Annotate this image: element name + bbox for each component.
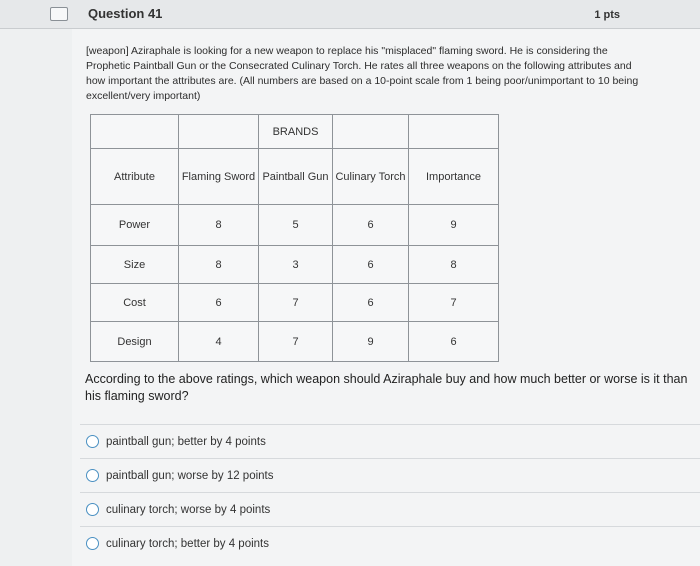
- table-row: [91, 322, 499, 362]
- brands-label: BRANDS: [259, 115, 333, 149]
- table-blank-cell: [409, 115, 499, 149]
- question-text: According to the above ratings, which weapon should Aziraphale buy and how much better or worse is it than his flaming sword?: [85, 372, 688, 403]
- answer-label[interactable]: culinary torch; better by 4 points: [106, 537, 269, 550]
- radio-button[interactable]: [86, 435, 99, 448]
- table-cell: 6: [179, 284, 259, 322]
- answer-option[interactable]: [80, 458, 700, 492]
- table-cell: 6: [333, 246, 409, 284]
- table-header-cell: Culinary Torch: [333, 149, 409, 205]
- table-cell: 8: [179, 205, 259, 246]
- table-row: [91, 284, 499, 322]
- radio-button[interactable]: [86, 469, 99, 482]
- table-cell: 4: [179, 322, 259, 362]
- table-cell: Cost: [91, 284, 179, 322]
- flag-question-icon[interactable]: [50, 7, 68, 21]
- answer-label[interactable]: paintball gun; better by 4 points: [106, 435, 266, 448]
- radio-button[interactable]: [86, 537, 99, 550]
- table-row: [91, 205, 499, 246]
- table-header-cell: Flaming Sword: [179, 149, 259, 205]
- table-cell: 8: [179, 246, 259, 284]
- table-header-cell: Importance: [409, 149, 499, 205]
- answer-label[interactable]: paintball gun; worse by 12 points: [106, 469, 274, 482]
- table-cell: 9: [333, 322, 409, 362]
- table-cell: 7: [259, 322, 333, 362]
- table-cell: 5: [259, 205, 333, 246]
- radio-button[interactable]: [86, 503, 99, 516]
- answer-label[interactable]: culinary torch; worse by 4 points: [106, 503, 271, 516]
- table-header-cell: Paintball Gun: [259, 149, 333, 205]
- table-cell: 3: [259, 246, 333, 284]
- question-points: 1 pts: [594, 9, 620, 21]
- table-cell: 6: [333, 284, 409, 322]
- question-title: Question 41: [88, 6, 163, 21]
- question-prompt: [weapon] Aziraphale is looking for a new weapon to replace his "misplaced" flaming sword. He is considering the Prophetic Paintball Gun or the Consecrated Culinary Torch. He rates all three weapons on the following attributes and how important the attributes are. (All numbers are based on a 10-point scale from 1 being poor/unimportant to 10 being excellent/very important): [86, 45, 639, 102]
- table-cell: 6: [409, 322, 499, 362]
- table-cell: Design: [91, 322, 179, 362]
- table-cell: 8: [409, 246, 499, 284]
- table-row: [91, 246, 499, 284]
- table-blank-cell: [333, 115, 409, 149]
- table-cell: Power: [91, 205, 179, 246]
- answer-option[interactable]: [80, 492, 700, 526]
- answer-option[interactable]: [80, 526, 700, 560]
- table-cell: 9: [409, 205, 499, 246]
- table-cell: 6: [333, 205, 409, 246]
- table-blank-cell: [179, 115, 259, 149]
- table-cell: 7: [409, 284, 499, 322]
- answer-option[interactable]: [80, 424, 700, 458]
- question-header: [0, 0, 700, 29]
- table-corner-cell: [91, 115, 179, 149]
- ratings-table: [90, 114, 499, 362]
- table-header-cell: Attribute: [91, 149, 179, 205]
- answer-list: [80, 424, 700, 560]
- table-cell: 7: [259, 284, 333, 322]
- table-cell: Size: [91, 246, 179, 284]
